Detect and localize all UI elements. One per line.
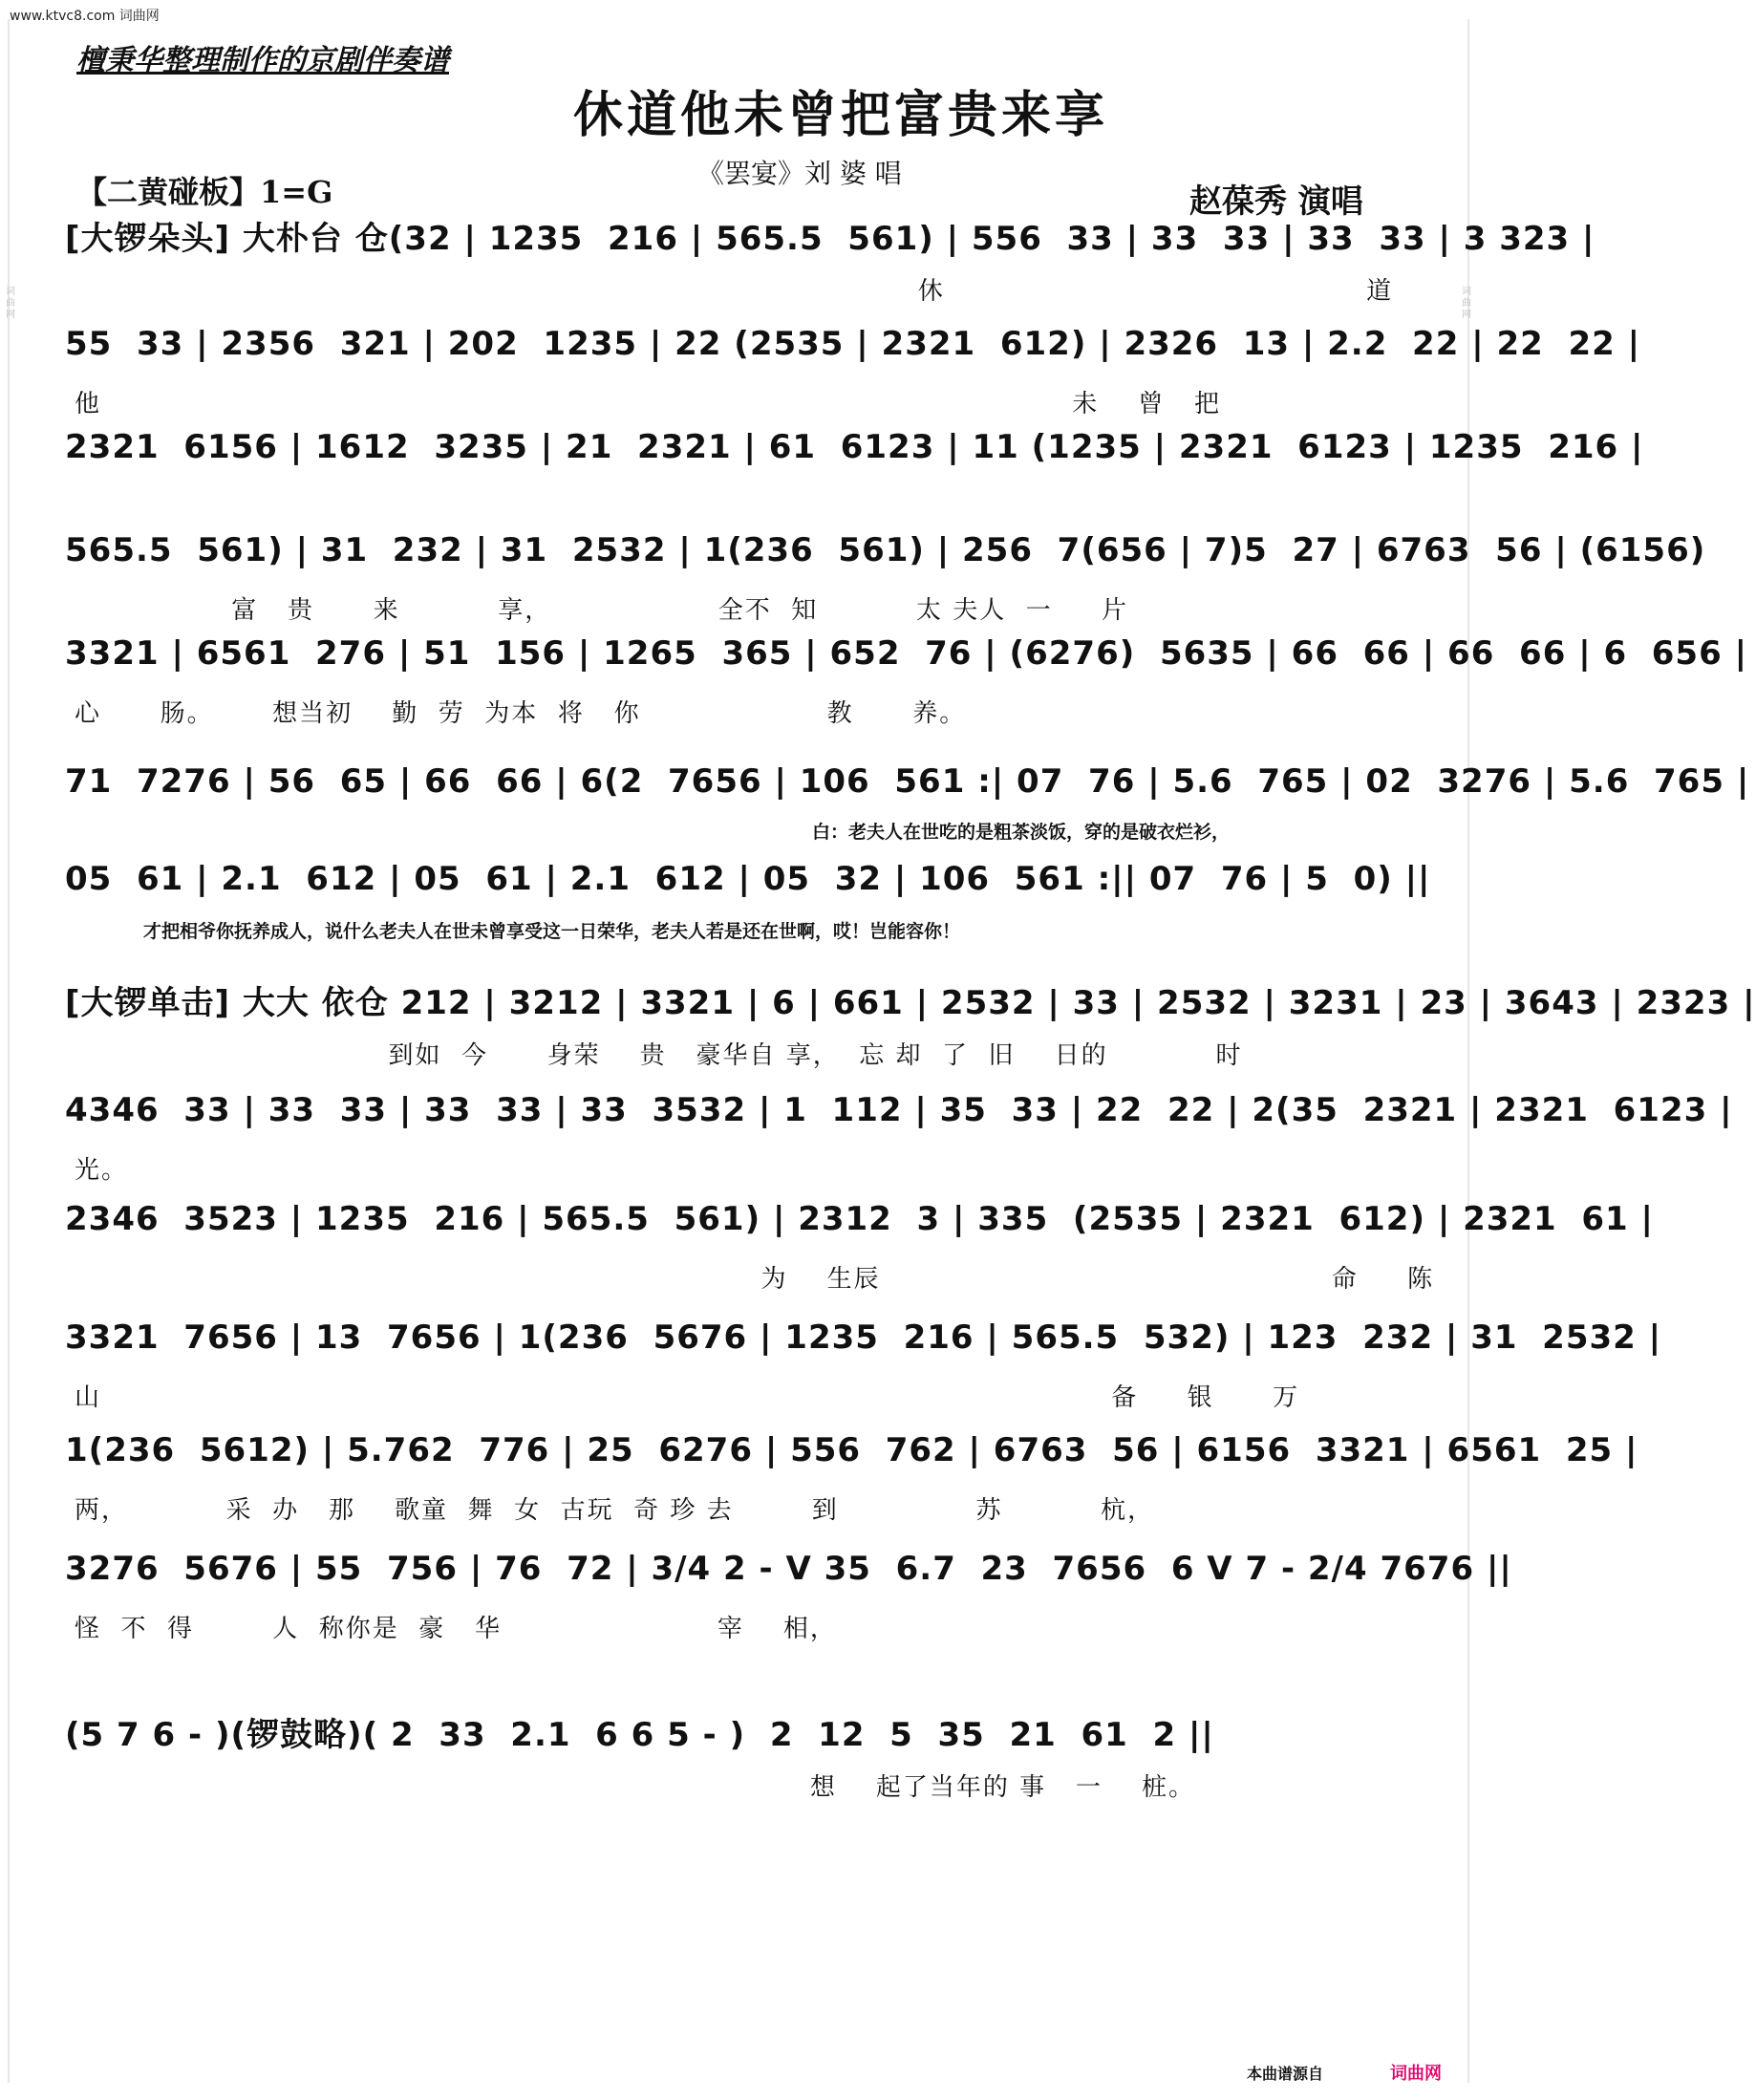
notation-line: [大锣朵头] 大朴台 仓(32 | 1235 216 | 565.5 561) | 556 33 | 33 33 | 33 33 | 3 323 | [65,220,1595,258]
notation-line: (5 7 6 - )(锣鼓略)( 2 33 2.1 6 6 5 - ) 2 12 5 35 21 61 2 || [65,1716,1214,1754]
spoken-line-2: 才把相爷你抚养成人，说什么老夫人在世未曾享受这一日荣华，老夫人若是还在世啊，哎！岂能容你！ [143,921,961,942]
footer-brand: 词曲网 [1390,2064,1442,2084]
notation-line: 4346 33 | 33 33 | 33 33 | 33 3532 | 1 112 | 35 33 | 22 22 | 2(35 2321 | 2321 6123 | [65,1091,1733,1129]
lyric-line: 光。 [75,1156,129,1185]
notation-line: 565.5 561) | 31 232 | 31 2532 | 1(236 561) | 256 7(656 | 7)5 27 | 6763 56 | (6156) [65,531,1706,569]
performer: 赵葆秀 演唱 [1189,182,1363,221]
notation-line: 3321 7656 | 13 7656 | 1(236 5676 | 1235 216 | 565.5 532) | 123 232 | 31 2532 | [65,1318,1662,1357]
song-title: 休道他未曾把富贵来享 [573,86,1109,144]
lyric-line: 为 生辰 命 陈 [75,1265,1435,1294]
notation-line: 55 33 | 2356 321 | 202 1235 | 22 (2535 | 2321 612) | 2326 13 | 2.2 22 | 22 22 | [65,325,1641,363]
lyric-line: 想 起了当年的 事 一 桩。 [75,1773,1196,1802]
notation-line: 3321 | 6561 276 | 51 156 | 1265 365 | 652 76 | (6276) 5635 | 66 66 | 66 66 | 6 656 | [65,634,1748,673]
notation-line: [大锣单击] 大大 依仓 212 | 3212 | 3321 | 6 | 661 | 2532 | 33 | 2532 | 3231 | 23 | 3643 | 2323 | [65,984,1756,1022]
lyric-line: 到如 今 身荣 贵 豪华自 享， 忘 却 了 旧 日的 时 [75,1041,1243,1070]
opera-name: 《罢宴》刘 婆 唱 [697,158,902,189]
notation-line: 05 61 | 2.1 612 | 05 61 | 2.1 612 | 05 32 | 106 561 :|| 07 76 | 5 0) || [65,860,1431,898]
arranger-note: 檀秉华整理制作的京剧伴奏谱 [76,44,449,77]
lyric-line: 心 肠。 想当初 勤 劳 为本 将 你 教 养。 [75,699,967,728]
footer-source: 本曲谱源自 [1247,2065,1324,2083]
lyric-line: 富 贵 来 享， 全不 知 太 夫人 一 片 [75,596,1129,625]
left-border-rule [8,19,10,2083]
spoken-line-1: 白：老夫人在世吃的是粗茶淡饭，穿的是破衣烂衫， [812,822,1231,843]
lyric-line: 两， 采 办 那 歌童 舞 女 古玩 奇 珍 去 到 苏 杭， [75,1496,1155,1525]
notation-line: 2321 6156 | 1612 3235 | 21 2321 | 61 6123 | 11 (1235 | 2321 6123 | 1235 216 | [65,428,1644,466]
notation-line: 1(236 5612) | 5.762 776 | 25 6276 | 556 762 | 6763 56 | 6156 3321 | 6561 25 | [65,1431,1638,1469]
lyric-line: 他 未 曾 把 [75,390,1222,418]
right-watermark-stamp: 词 曲 网 [1462,287,1471,320]
left-watermark-stamp: 词 曲 网 [6,287,15,320]
lyric-line: 休 道 [75,277,1394,306]
key-signature: 【二黄碰板】1=G [76,174,333,210]
notation-line: 3276 5676 | 55 756 | 76 72 | 3/4 2 - V 35 6.7 23 7656 6 V 7 - 2/4 7676 || [65,1550,1512,1588]
lyric-line: 怪 不 得 人 称你是 豪 华 宰 相， [75,1615,837,1643]
site-tag: www.ktvc8.com 词曲网 [10,9,160,24]
notation-line: 71 7276 | 56 65 | 66 66 | 6(2 7656 | 106 561 :| 07 76 | 5.6 765 | 02 3276 | 5.6 765 | [65,762,1750,801]
lyric-line: 山 备 银 万 [75,1383,1300,1412]
notation-line: 2346 3523 | 1235 216 | 565.5 561) | 2312 3 | 335 (2535 | 2321 612) | 2321 61 | [65,1200,1654,1238]
